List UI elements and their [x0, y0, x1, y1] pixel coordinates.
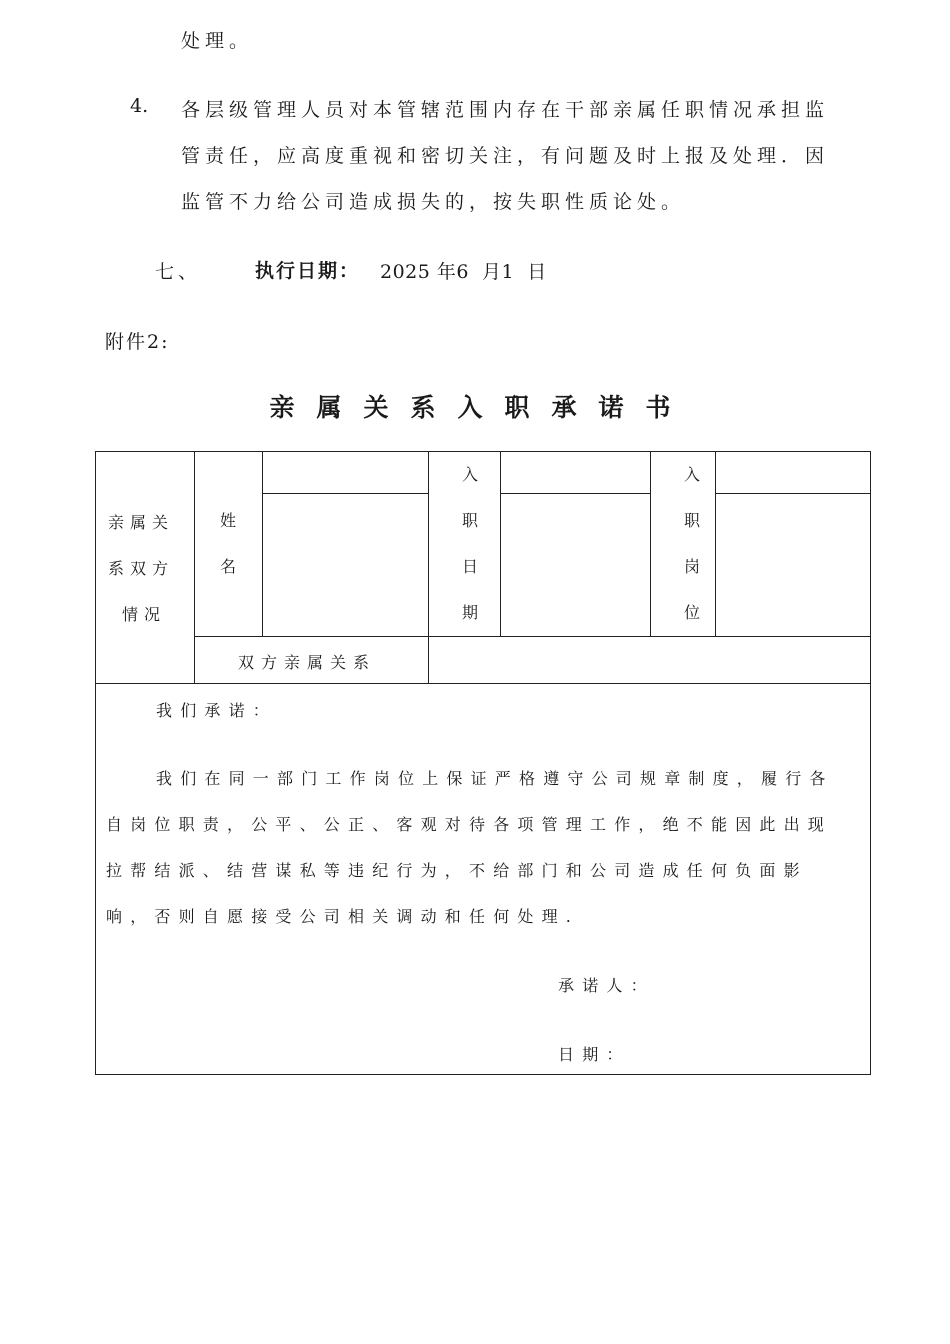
section-number: 七、 — [155, 261, 202, 283]
relation-label: 双方亲属关系 — [238, 653, 377, 672]
pledge-heading: 我们承诺： — [156, 701, 278, 720]
name-label: 姓 名 — [219, 511, 236, 576]
pledge-line: 我们在同一部门工作岗位上保证严格遵守公司规章制度，履行各 — [156, 769, 834, 788]
pledge-line: 响，否则自愿接受公司相关调动和任何处理. — [106, 907, 580, 926]
list-item-line: 管责任，应高度重视和密切关注，有问题及时上报及处理．因 — [181, 145, 830, 167]
row-header-line: 情况 — [122, 605, 167, 624]
document-title: 亲属关系入职承诺书 — [269, 393, 693, 422]
list-item-line: 各层级管理人员对本管辖范围内存在干部亲属任职情况承担监 — [181, 99, 830, 121]
pledge-date-label: 日期： — [558, 1045, 631, 1064]
list-item-number: 4. — [130, 95, 149, 117]
row-header-line: 系双方 — [108, 559, 175, 578]
entry-date-label: 入 职 日 期 — [461, 465, 478, 622]
section-label: 执行日期： — [255, 260, 361, 282]
pledge-line: 自岗位职责，公平、公正、客观对待各项管理工作，绝不能因此出现 — [106, 815, 833, 834]
row-header-line: 亲属关 — [108, 513, 175, 532]
entry-post-label: 入 职 岗 位 — [683, 465, 700, 622]
pledge-line: 拉帮结派、结营谋私等违纪行为，不给部门和公司造成任何负面影 — [106, 861, 808, 880]
list-item-line: 监管不力给公司造成损失的，按失职性质论处。 — [181, 191, 686, 213]
signer-label: 承诺人： — [558, 976, 655, 995]
effective-date: 2025 年6 月1 日 — [380, 261, 547, 283]
paragraph-continuation: 处理。 — [181, 30, 254, 52]
attachment-label: 附件2: — [105, 331, 170, 353]
